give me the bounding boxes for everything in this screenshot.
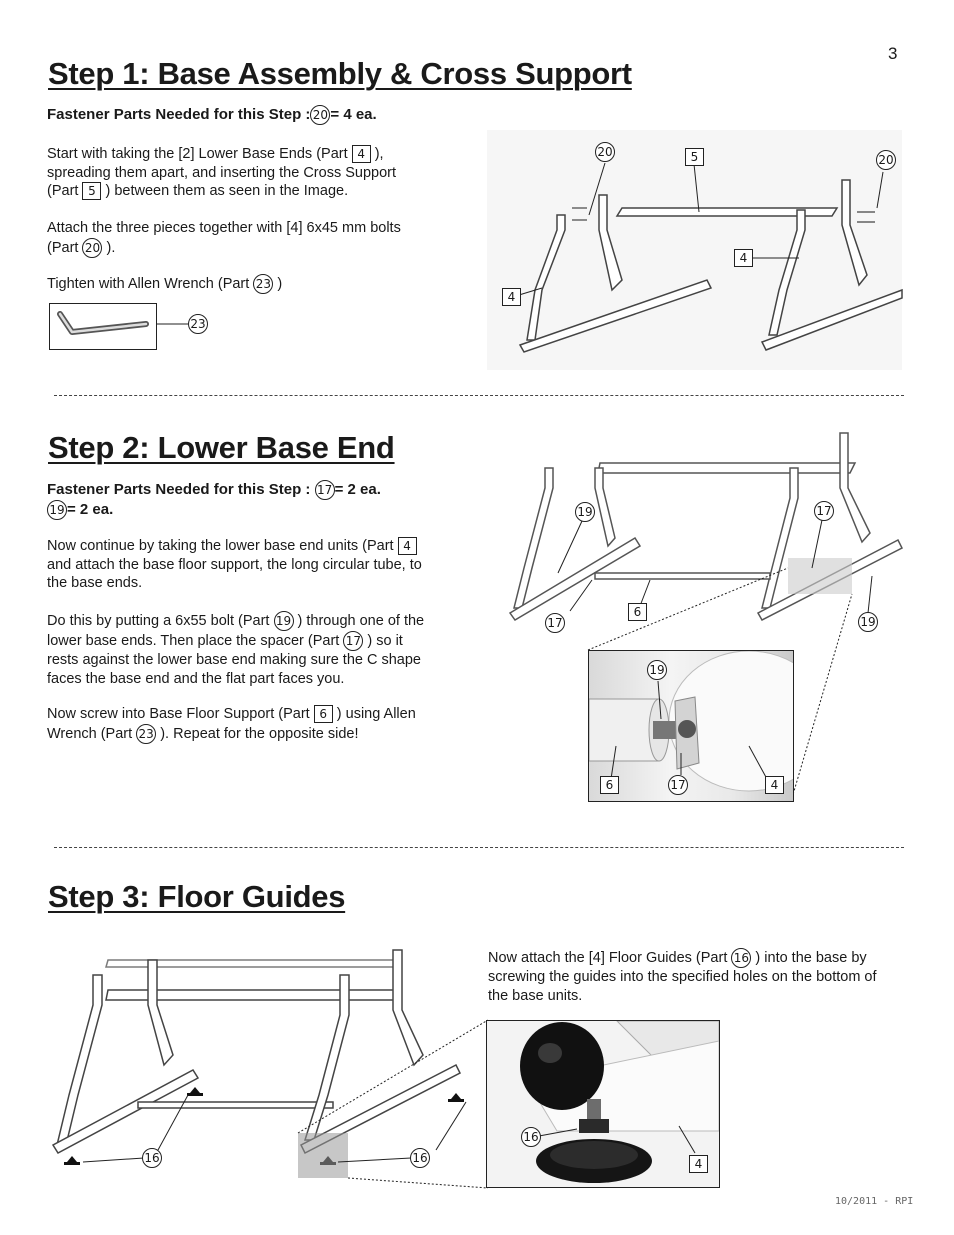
detail-callout-16: 16 <box>521 1127 541 1147</box>
fastener-qty: = 2 ea. <box>334 481 381 498</box>
text: ) into the base by <box>755 949 867 966</box>
text: (Part <box>47 183 79 199</box>
part-callout: 23 <box>136 724 156 744</box>
allen-wrench-figure <box>49 303 157 350</box>
fastener-qty: = 4 ea. <box>330 106 377 123</box>
detail-callout-4: 4 <box>765 776 784 794</box>
text: ) <box>277 275 283 292</box>
part-callout: 17 <box>315 480 335 500</box>
callout-20-left: 20 <box>595 142 615 162</box>
step2-paragraph-3 <box>47 705 467 744</box>
part-callout: 5 <box>82 182 101 200</box>
text: the base units. <box>488 987 583 1004</box>
text: screwing the guides into the specified holes on the bottom of <box>488 969 877 985</box>
part-callout: 6 <box>314 705 333 723</box>
text: ), <box>374 146 384 162</box>
text: ) between them as seen in the Image. <box>105 183 349 199</box>
step3-paragraph-1 <box>488 948 918 1005</box>
text: Now attach the [4] Floor Guides (Part <box>488 949 728 966</box>
text: the base ends. <box>47 575 143 591</box>
callout-19-right: 19 <box>858 612 878 632</box>
fastener-prefix: Fastener Parts Needed for this Step : <box>47 481 311 498</box>
bolt-spacer-closeup <box>589 651 793 801</box>
part-callout: 4 <box>352 145 371 163</box>
detail-callout-4: 4 <box>689 1155 708 1173</box>
part-callout: 19 <box>47 500 67 520</box>
step2-paragraph-2 <box>47 611 467 688</box>
fastener-prefix: Fastener Parts Needed for this Step : <box>47 106 311 123</box>
callout-6: 6 <box>628 603 647 621</box>
step1-paragraph-3 <box>47 274 447 294</box>
detail-callout-17: 17 <box>668 775 688 795</box>
part-callout: 20 <box>82 238 102 258</box>
lower-base-drawing <box>500 428 910 638</box>
step1-title: Step 1: Base Assembly & Cross Support <box>48 56 632 91</box>
text: (Part <box>47 239 79 256</box>
part-callout: 4 <box>398 537 417 555</box>
text: Now screw into Base Floor Support (Part <box>47 706 310 722</box>
text: lower base ends. Then place the spacer (Part <box>47 632 340 649</box>
section-divider <box>54 847 904 848</box>
step2-title: Step 2: Lower Base End <box>48 430 395 465</box>
text: Wrench (Part <box>47 725 133 742</box>
text: Tighten with Allen Wrench (Part <box>47 275 250 292</box>
step2-fasteners <box>47 480 467 520</box>
text: ) using Allen <box>336 706 416 722</box>
callout-17-left: 17 <box>545 613 565 633</box>
floor-guide-closeup <box>487 1021 719 1187</box>
step3-detail-photo <box>486 1020 720 1188</box>
callout-17-right: 17 <box>814 501 834 521</box>
wrench-part-label: 23 <box>188 314 208 334</box>
detail-callout-6: 6 <box>600 776 619 794</box>
detail-callout-19: 19 <box>647 660 667 680</box>
part-callout: 17 <box>343 631 363 651</box>
callout-4-right: 4 <box>734 249 753 267</box>
callout-16-left: 16 <box>142 1148 162 1168</box>
text: Start with taking the [2] Lower Base Ends (Part <box>47 146 348 162</box>
callout-20-right: 20 <box>876 150 896 170</box>
part-callout: 23 <box>253 274 273 294</box>
step1-diagram <box>487 130 902 370</box>
callout-19-left: 19 <box>575 502 595 522</box>
step2-diagram <box>500 428 910 638</box>
text: faces the base end and the flat part faces you. <box>47 670 345 687</box>
text: ). <box>106 239 116 256</box>
callout-16-right: 16 <box>410 1148 430 1168</box>
base-assembly-drawing <box>487 130 902 370</box>
text: ) through one of the <box>297 612 425 629</box>
part-callout: 16 <box>731 948 751 968</box>
step3-diagram <box>48 945 488 1190</box>
text: Do this by putting a 6x55 bolt (Part <box>47 612 270 629</box>
callout-4-left: 4 <box>502 288 521 306</box>
part-callout: 20 <box>310 105 330 125</box>
page-number: 3 <box>888 44 898 63</box>
step1-paragraph-1 <box>47 145 447 201</box>
text: and attach the base floor support, the long circular tube, to <box>47 556 422 573</box>
fastener-qty: = 2 ea. <box>67 501 114 519</box>
part-callout: 19 <box>274 611 294 631</box>
text: Now continue by taking the lower base end units (Part <box>47 538 394 554</box>
allen-wrench-icon <box>50 304 156 349</box>
text: Attach the three pieces together with [4] 6x45 mm bolts <box>47 220 401 236</box>
footer-date: 10/2011 - RPI <box>835 1196 914 1207</box>
text: ) so it <box>367 632 403 649</box>
text: ). Repeat for the opposite side! <box>160 725 359 742</box>
step1-paragraph-2 <box>47 219 447 258</box>
callout-5: 5 <box>685 148 704 166</box>
step1-fasteners <box>47 105 377 125</box>
step2-detail-photo <box>588 650 794 802</box>
text: spreading them apart, and inserting the Cross Support <box>47 164 397 181</box>
step2-paragraph-1 <box>47 537 467 593</box>
step3-title: Step 3: Floor Guides <box>48 879 346 914</box>
text: rests against the lower base end making sure the C shape <box>47 652 421 668</box>
section-divider <box>54 395 904 396</box>
